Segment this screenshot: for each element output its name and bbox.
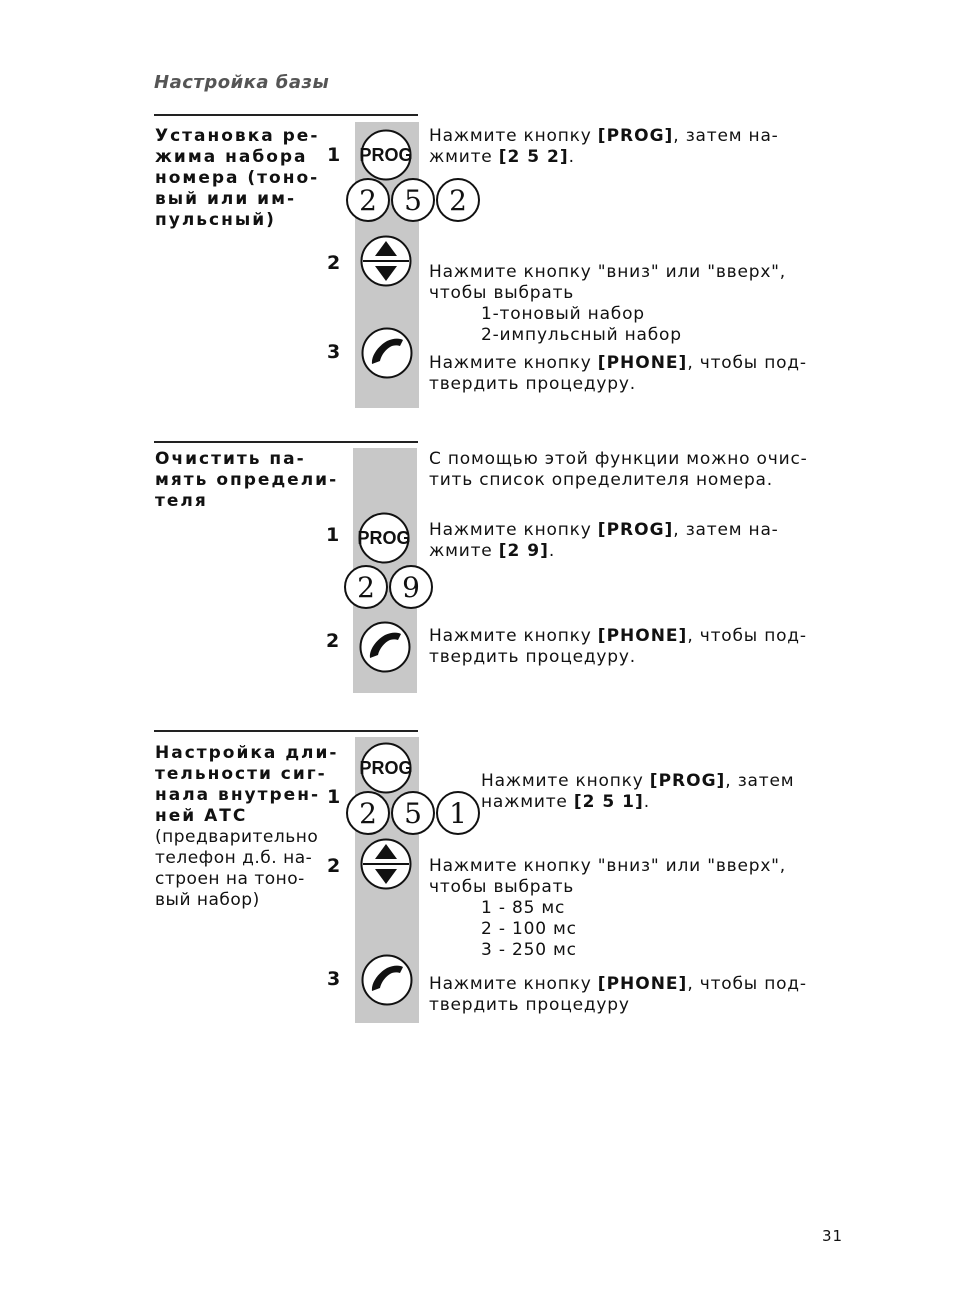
step-number: 2 — [327, 252, 341, 274]
section-title: Настройка дли- тельности сиг- нала внутрен- ней АТС — [155, 743, 339, 826]
svg-text:2: 2 — [359, 797, 377, 830]
step-instruction: Нажмите кнопку [PROG], затем на- жмите [2 5 2]. — [429, 126, 779, 167]
prog-button-icon — [359, 128, 413, 182]
step-number: 1 — [326, 524, 340, 546]
step-instruction: Нажмите кнопку [PROG], затем нажмите [2 5 1]. — [481, 771, 795, 812]
step-number: 1 — [327, 144, 341, 166]
section-divider — [154, 441, 418, 443]
digit-key-icon — [345, 177, 391, 223]
digit-key-icon — [390, 177, 436, 223]
prog-button-icon — [357, 511, 411, 565]
step-instruction: Нажмите кнопку [PROG], затем на- жмите [2 9]. — [429, 520, 779, 561]
section-title: Очистить па- мять определи- теля — [155, 449, 339, 511]
svg-text:PROG: PROG — [357, 528, 411, 548]
up-down-arrows-icon — [359, 234, 413, 288]
svg-text:2: 2 — [357, 571, 375, 604]
step-instruction: Нажмите кнопку [PHONE], чтобы под- твердить процедуру — [429, 974, 807, 1015]
phone-handset-icon — [360, 326, 414, 380]
step-number: 3 — [327, 341, 341, 363]
digit-key-icon — [435, 177, 481, 223]
prog-button-icon — [359, 741, 413, 795]
step-instruction: Нажмите кнопку [PHONE], чтобы под- твердить процедуру. — [429, 626, 807, 667]
svg-text:2: 2 — [359, 184, 377, 217]
step-instruction: Нажмите кнопку "вниз" или "вверх", чтобы выбрать 1-тоновый набор 2-импульсный набор — [429, 262, 787, 345]
section-note: (предварительно телефон д.б. на- строен на тоно- вый набор) — [155, 827, 319, 910]
section-divider — [154, 730, 418, 732]
section-intro: С помощью этой функции можно очис- тить список определителя номера. — [429, 449, 808, 490]
up-down-arrows-icon — [359, 837, 413, 891]
svg-text:PROG: PROG — [359, 145, 413, 165]
digit-key-icon — [343, 564, 389, 610]
page-header: Настройка базы — [154, 72, 330, 93]
step-number: 3 — [327, 968, 341, 990]
step-instruction: Нажмите кнопку "вниз" или "вверх", чтобы выбрать 1 - 85 мс 2 - 100 мс 3 - 250 мс — [429, 856, 787, 960]
svg-text:1: 1 — [449, 797, 467, 830]
phone-handset-icon — [358, 620, 412, 674]
digit-key-icon — [390, 790, 436, 836]
step-number: 2 — [327, 855, 341, 877]
svg-text:PROG: PROG — [359, 758, 413, 778]
digit-key-icon — [345, 790, 391, 836]
section-title: Установка ре- жима набора номера (тоно- вый или им- пульсный) — [155, 126, 320, 230]
svg-text:2: 2 — [449, 184, 467, 217]
step-instruction: Нажмите кнопку [PHONE], чтобы под- твердить процедуру. — [429, 353, 807, 394]
digit-key-icon — [388, 564, 434, 610]
digit-key-icon — [435, 790, 481, 836]
svg-text:5: 5 — [404, 797, 422, 830]
section-divider — [154, 114, 418, 116]
step-number: 1 — [327, 786, 341, 808]
svg-text:9: 9 — [402, 571, 420, 604]
step-number: 2 — [326, 630, 340, 652]
page-number: 31 — [822, 1227, 844, 1245]
svg-text:5: 5 — [404, 184, 422, 217]
phone-handset-icon — [360, 953, 414, 1007]
